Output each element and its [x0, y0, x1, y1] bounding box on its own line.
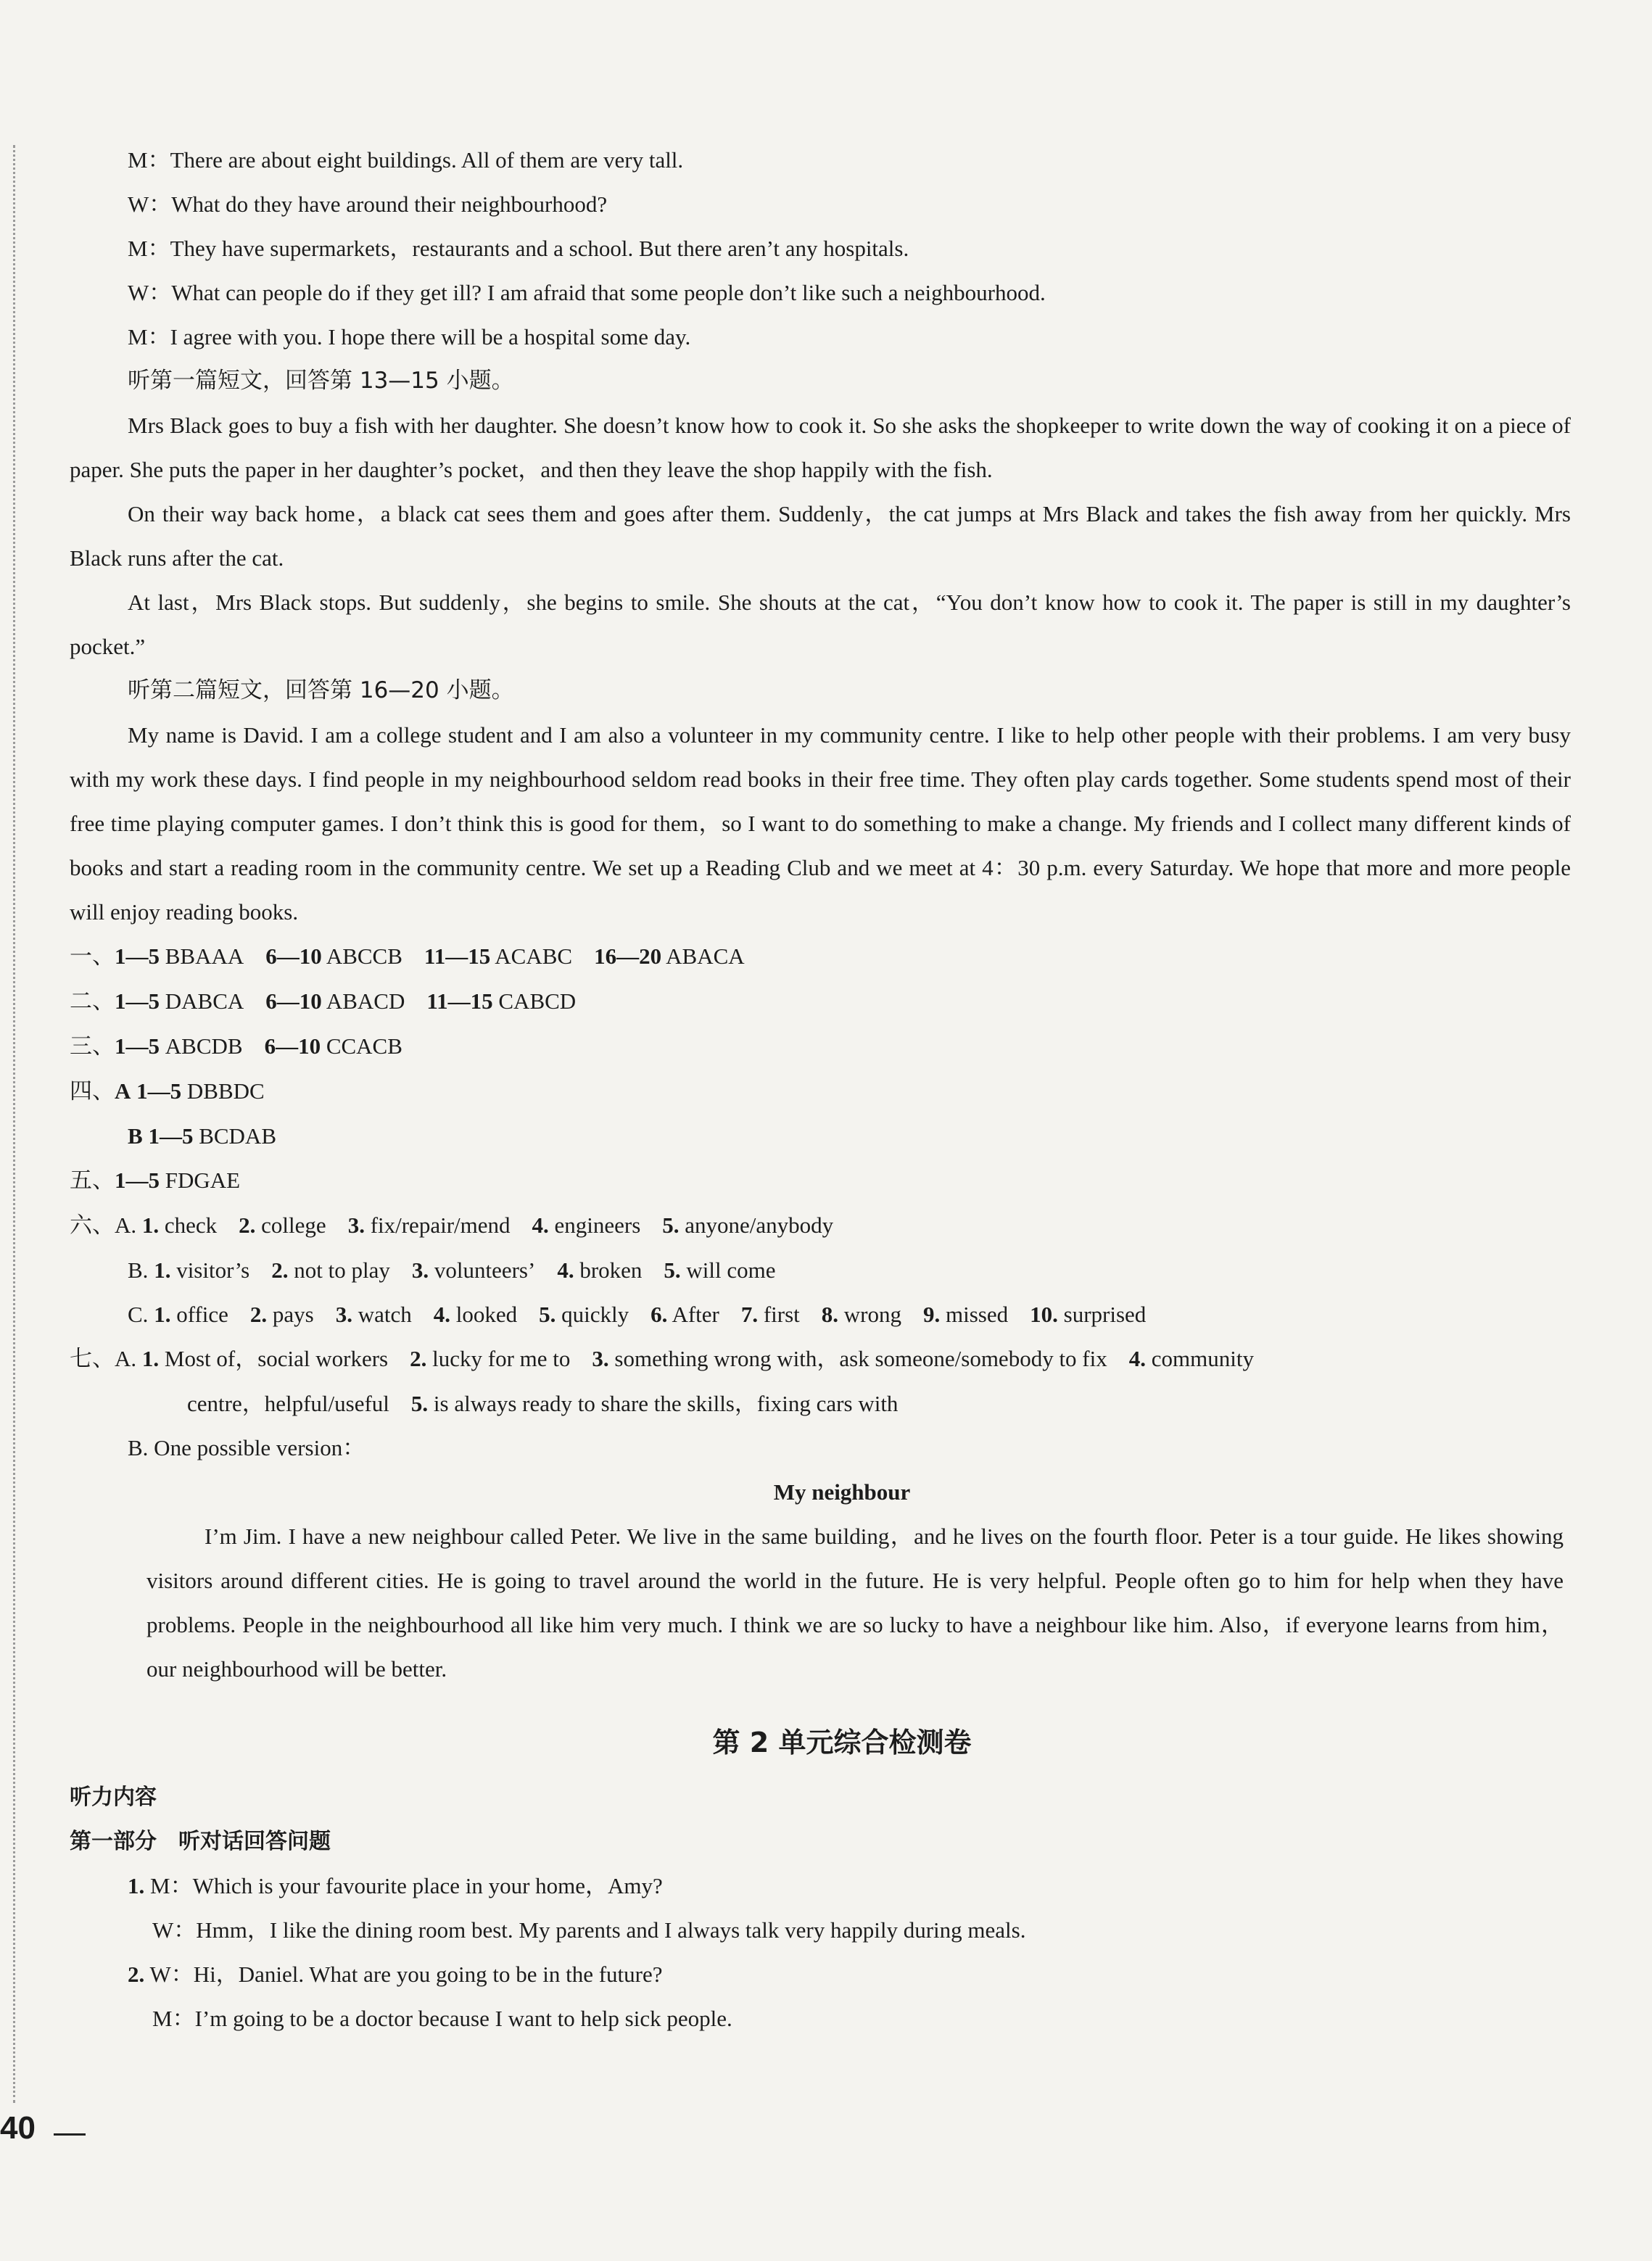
section-label: 六、 — [70, 1212, 115, 1239]
passage1-paragraph: On their way back home，a black cat sees them and goes after them. Suddenly，the cat jumps at Mrs Black and takes the fish away from her quickly. Mrs Black runs after the cat. — [70, 501, 1571, 571]
page-number: 40 — [0, 2110, 36, 2146]
question-1: 1. M：Which is your favourite place in your home，Amy? — [128, 1873, 663, 1898]
answer-section-6c: C. 1. office 2. pays 3. watch 4. looked 5. quickly 6. After 7. first 8. wrong 9. missed 10. surprised — [128, 1302, 1147, 1327]
section-label: 三、 — [70, 1033, 115, 1059]
dialogue-line: W：What do they have around their neighbourhood? — [128, 191, 608, 217]
document-page — [70, 138, 1571, 2041]
dialogue-line: W：What can people do if they get ill? I am afraid that some people don’t like such a neighbourhood. — [128, 280, 1046, 305]
answer-section-7a-cont: centre，helpful/useful 5. is always ready to share the skills，fixing cars with — [187, 1391, 899, 1416]
answer-section-5: 五、1—5 FDGAE — [70, 1167, 241, 1194]
binding-margin-rule — [13, 145, 15, 2103]
dialogue-line: M：I agree with you. I hope there will be a hospital some day. — [128, 324, 691, 350]
answer-section-3: 三、1—5 ABCDB 6—10 CCACB — [70, 1033, 402, 1059]
answer-section-6a: 六、A. 1. check 2. college 3. fix/repair/mend 4. engineers 5. anyone/anybody — [70, 1212, 834, 1239]
answer-section-1: 一、1—5 BBAAA 6—10 ABCCB 11—15 ACABC 16—20 ABACA — [70, 943, 745, 970]
answer-section-2: 二、1—5 DABCA 6—10 ABACD 11—15 CABCD — [70, 988, 577, 1014]
passage2-heading: 听第二篇短文，回答第 16—20 小题。 — [128, 677, 514, 703]
answer-section-7b: B. One possible version： — [128, 1435, 365, 1460]
section-label: 七、 — [70, 1346, 115, 1372]
section-label: 四、 — [70, 1078, 115, 1104]
question-2-reply: M：I’m going to be a doctor because I want to help sick people. — [152, 2006, 732, 2031]
dialogue-line: M：There are about eight buildings. All of them are very tall. — [128, 147, 684, 173]
dialogue-block — [70, 138, 1571, 359]
passage1-paragraph: Mrs Black goes to buy a fish with her daughter. She doesn’t know how to cook it. So she asks the shopkeeper to write down the way of cooking it on a piece of paper. She puts the paper in her daughter’s pocket，and then they leave the shop happily with the fish. — [70, 413, 1571, 482]
passage2-paragraph: My name is David. I am a college student and I am also a volunteer in my community centre. I like to help other people with their problems. I am very busy with my work these days. I find people in my neighbourhood seldom read books in their free time. They often play cards together. Some students spend most of their free time playing computer games. I don’t think this is good for them，so I want to do something to make a change. My friends and I collect many different kinds of books and start a reading room in the community centre. We set up a Reading Club and we meet at 4：30 p.m. every Saturday. We hope that more and more people will enjoy reading books. — [70, 722, 1571, 925]
answer-section-4b: B 1—5 BCDAB — [128, 1123, 276, 1149]
question-1-reply: W：Hmm，I like the dining room best. My parents and I always talk very happily during meals. — [152, 1917, 1026, 1943]
section-label: 二、 — [70, 988, 115, 1014]
section-label: 一、 — [70, 943, 115, 970]
answer-section-4a: 四、A 1—5 DBBDC — [70, 1078, 265, 1104]
answer-section-7a: 七、A. 1. Most of，social workers 2. lucky for me to 3. something wrong with，ask someone/somebody to fix 4. community — [70, 1346, 1254, 1372]
part1-heading: 第一部分 听对话回答问题 — [70, 1829, 331, 1854]
question-2: 2. W：Hi，Daniel. What are you going to be in the future? — [128, 1962, 663, 1987]
essay-text: I’m Jim. I have a new neighbour called Peter. We live in the same building，and he lives on the fourth floor. Peter is a tour guide. He likes showing visitors around different cities. He is going to travel around the world in the future. He is very helpful. People often go to him for help when they have problems. People in the neighbourhood all like him very much. I think we are so lucky to have a neighbour like him. Also，if everyone learns from him，our neighbourhood will be better. — [146, 1524, 1564, 1682]
answer-section-6b: B. 1. visitor’s 2. not to play 3. volunteers’ 4. broken 5. will come — [128, 1257, 776, 1283]
page-number-dash — [54, 2133, 86, 2136]
passage1-heading: 听第一篇短文，回答第 13—15 小题。 — [128, 368, 514, 394]
essay-title: My neighbour — [773, 1479, 911, 1505]
passage1-paragraph: At last，Mrs Black stops. But suddenly，she begins to smile. She shouts at the cat，“You don’t know how to cook it. The paper is still in my daughter’s pocket.” — [70, 590, 1571, 659]
dialogue-line: M：They have supermarkets，restaurants and a school. But there aren’t any hospitals. — [128, 236, 909, 261]
listening-heading: 听力内容 — [70, 1785, 157, 1810]
section-label: 五、 — [70, 1167, 115, 1194]
unit2-title: 第 2 单元综合检测卷 — [712, 1727, 972, 1758]
